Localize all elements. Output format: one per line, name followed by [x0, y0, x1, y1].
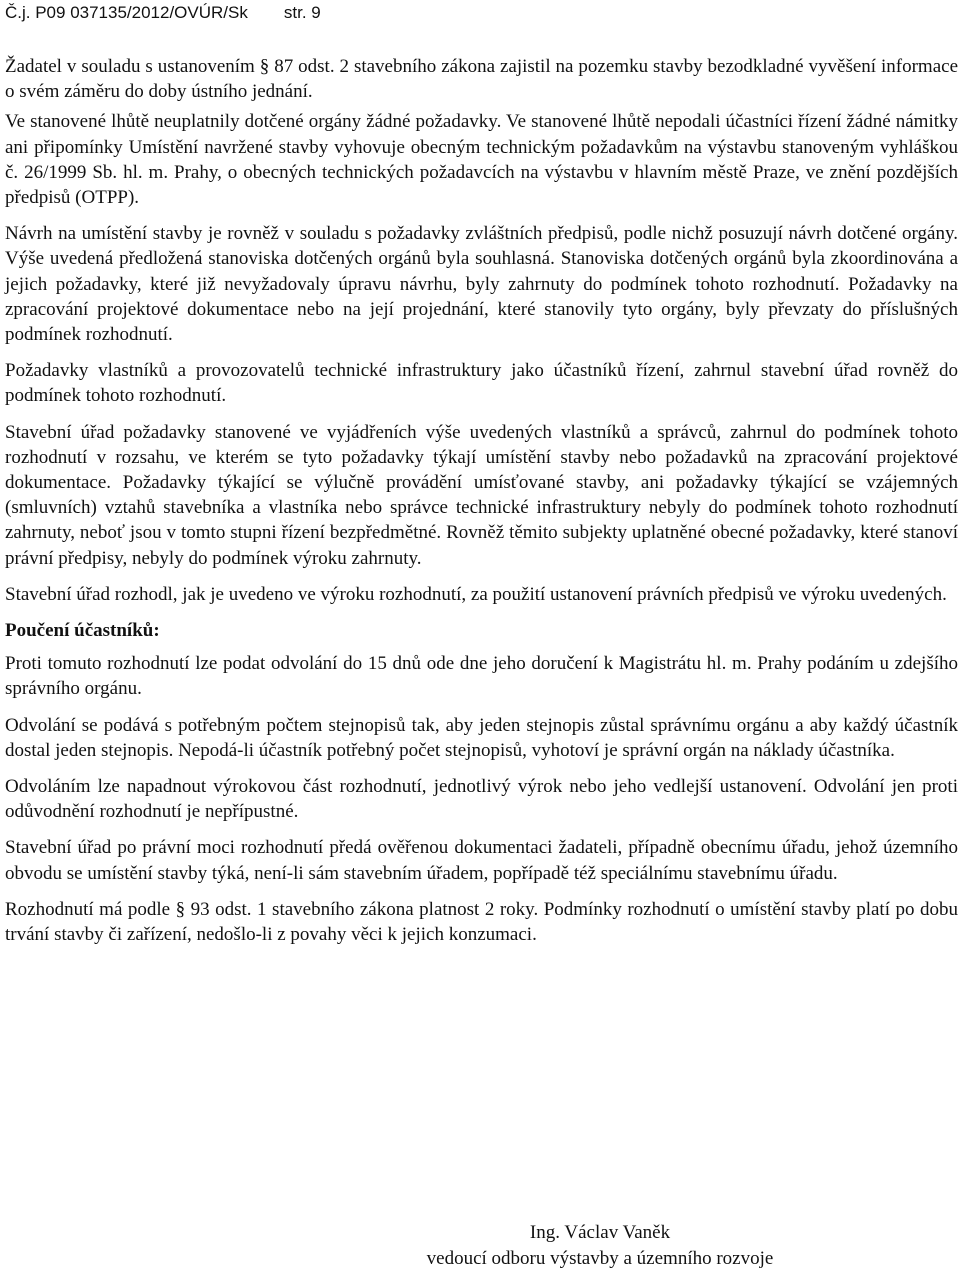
instructions-heading: Poučení účastníků:: [5, 620, 160, 642]
instruction-copies: Odvolání se podává s potřebným počtem stejnopisů tak, aby jeden stejnopis zůstal správnímu orgánu a aby každý účastník dostal jeden stejnopis. Nepodá-li účastník potřebný počet stejnopisů, vyhotoví je správní orgán na náklady účastníka.: [5, 714, 958, 761]
paragraph-requirements: Ve stanovené lhůtě neuplatnily dotčené orgány žádné požadavky. Ve stanovené lhůtě nepodali účastníci řízení žádné námitky ani připomínky Umístění navržené stavby vyhovuje obecným technickým požadavkům na výstavbu stanoveným vyhláškou č. 26/1999 Sb. hl. m. Prahy, o obecných technických požadavcích na výstavbu v hlavním městě Praze, ve znění pozdějších předpisů (OTPP).: [5, 111, 958, 209]
instruction-documentation: Stavební úřad po právní moci rozhodnutí předá ověřenou dokumentaci žadateli, případně obecnímu úřadu, jehož územního obvodu se umístění stavby týká, není-li sám stavebním úřadem, popřípadě též speciálnímu stavebnímu úřadu.: [5, 837, 958, 884]
paragraph-owner-requirements: Stavební úřad požadavky stanovené ve vyjádřeních výše uvedených vlastníků a správců, zahrnul do podmínek tohoto rozhodnutí v rozsahu, ve kterém se tyto požadavky týkají umístění stavby nebo požadavků na zpracování projektové dokumentace. Požadavky týkající se výlučně provádění umísťované stavby, ani požadavky týkající se vzájemných (smluvních) vztahů stavebníka a vlastníka nebo správce technické infrastruktury nebyly do podmínek tohoto rozhodnutí zahrnuty, neboť jsou v tomto stupni řízení bezpředmětné. Rovněž těmito subjekty uplatněné obecné požadavky, které stanoví právní předpisy, nebyly do podmínek výroku zahrnuty.: [5, 421, 958, 569]
instruction-validity: Rozhodnutí má podle § 93 odst. 1 stavebního zákona platnost 2 roky. Podmínky rozhodnutí o umístění stavby platí po dobu trvání stavby či zařízení, nedošlo-li z povahy věci k jejich konzumaci.: [5, 898, 958, 946]
instruction-appeal-deadline: Proti tomuto rozhodnutí lze podat odvolání do 15 dnů ode dne jeho doručení k Magistrátu hl. m. Prahy podáním u zdejšího správního orgánu.: [5, 653, 958, 700]
paragraph-applicant-notice: Žadatel v souladu s ustanovením § 87 odst. 2 stavebního zákona zajistil na pozemku stavby bezodkladné vyvěšení informace o svém záměru do doby ústního jednání.: [5, 56, 958, 103]
page-header: [5, 2, 321, 24]
paragraph-compliance: Návrh na umístění stavby je rovněž v souladu s požadavky zvláštních předpisů, podle nichž posuzují návrh dotčené orgány. Výše uvedená předložená stanoviska dotčených orgánů byla souhlasná. Stanoviska dotčených orgánů byla zkoordinována a jejich požadavky, které již nevyžadovaly úpravu návrhu, byly zahrnuty do podmínek tohoto rozhodnutí. Požadavky na zpracování projektové dokumentace nebo na její projednání, které stanovily tyto orgány, byly převzaty do příslušných podmínek rozhodnutí.: [5, 223, 958, 346]
paragraph-decision-basis: Stavební úřad rozhodl, jak je uvedeno ve výroku rozhodnutí, za použití ustanovení právních předpisů ve výroku uvedených.: [5, 583, 947, 605]
signatory-title: vedoucí odboru výstavby a územního rozvoje: [426, 1248, 774, 1269]
instruction-appeal-scope: Odvoláním lze napadnout výrokovou část rozhodnutí, jednotlivý výrok nebo jeho vedlejší ustanovení. Odvolání jen proti odůvodnění rozhodnutí je nepřípustné.: [5, 776, 958, 823]
signature-block: [390, 1220, 810, 1272]
signatory-name: Ing. Václav Vaněk: [529, 1222, 671, 1243]
page-number: str. 9: [283, 3, 321, 22]
reference-number: Č.j. P09 037135/2012/OVÚR/Sk: [5, 3, 248, 22]
paragraph-infrastructure-owners: Požadavky vlastníků a provozovatelů technické infrastruktury jako účastníků řízení, zahrnul stavební úřad rovněž do podmínek tohoto rozhodnutí.: [5, 360, 958, 407]
document-body: [5, 54, 958, 958]
